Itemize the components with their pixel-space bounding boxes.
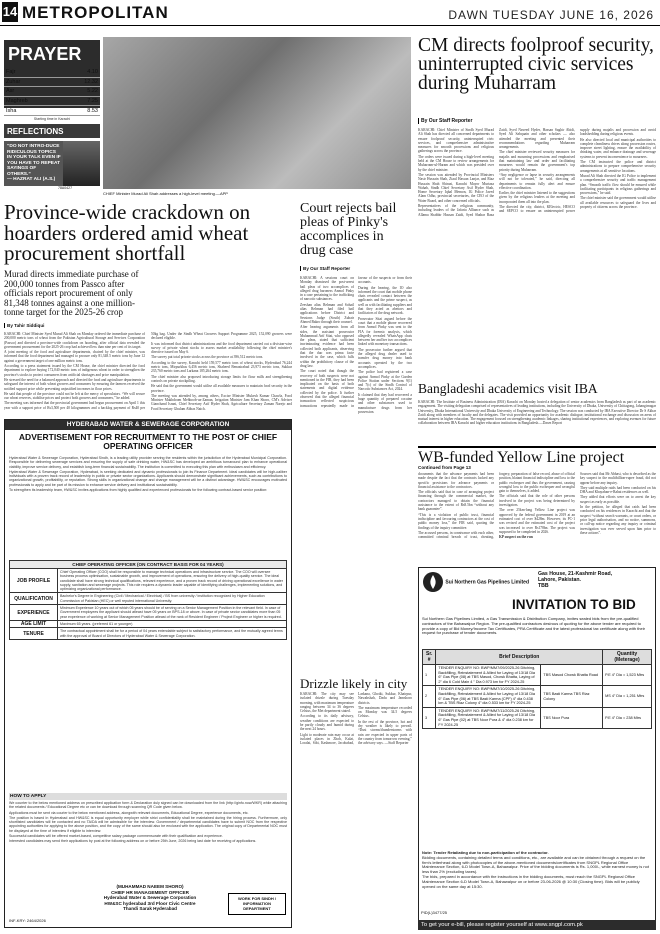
row-key: JOB PROFILE	[10, 569, 58, 593]
cm-headline: CM directs foolproof security, uninterrupted civic services during Muharram	[418, 35, 654, 94]
row-key: TENURE	[10, 628, 58, 640]
yellow-line-body	[418, 472, 656, 565]
cell: TBS Basti Karma TBS Riaz Colony	[541, 686, 603, 707]
prayer-table	[4, 68, 100, 121]
paragraph: Bidding documents, containing detailed terms and conditions, etc., are available and can be obtained through a request on the firm's letterhead along with photocopies of the above-mentioned documents/certificates from SNGPL Regional Office Maintenance Section, 6-D Model Town-A, Bahawalpur. Price of the bidding documents is Rs. 1,000/-, while earnest money is not less than 2% (excluding taxes).	[422, 854, 649, 875]
paragraph: Representatives of the religious community, including leaders of the Jafaria Alliance such as Allama Shabbir Hassan Zaidi, Syed Shabar Raza Zaidi, Syed Naveed Hyder, Hassan Saghir Abidi, Syed Ali Sabquain and other scholars — also attended the meeting and presented their recommendations regarding Muharram arrangements.	[418, 128, 575, 217]
paragraph: The orders were issued during a high-level meeting held at the CM House to review arrangements for Muharram-ul-Haram and which was presided over by the chief minister.	[418, 154, 494, 172]
row-value: Chief Operating Officer (COO) shall be responsible to manage technical operations and infrastructure service. The COO will oversee business process optimisation, sustainable growth, and improvement of operations, ensuring the delivery of high-quality service. The ideal candidate shall have strong technical qualifications, relevant experience, and a proven track record of driving operational excellence in water supply, sanitation and sewerage projects. This role requires a dynamic leader capable of identifying challenges, implementing solutions, and optimizing organizational performance.	[58, 569, 287, 593]
reflections-code: 78A0427	[58, 186, 73, 190]
ad-title: ADVERTISEMENT FOR RECRUITMENT TO THE POST OF CHIEF OPERATING OFFICER	[18, 432, 278, 451]
court-byline: By Our Staff Reporter	[300, 266, 350, 271]
continued-label: Continued from Page 13	[418, 465, 471, 470]
paragraph: The chief minister also proposed introducing storage limits for flour mills and strengthening controls on private stockpiling.	[151, 374, 292, 383]
paragraph: In the rest of the province, hot and dry weather is likely to prevail. “Dust storms/thunderstorms with rain are expected in upper parts of the country from tomorrow evening,” the advisory says. —Staff Reporter	[358, 719, 412, 746]
paragraph: After hearing arguments from all sides, the assistant prosecutor Muhammad Arif Sitai, who opposed the pleas, stated that sufficient incriminating evidence had been collected both applicants, observing that the duo was prima facie involved in the case, which falls within the prohibitory clause of the drug law.	[300, 325, 354, 368]
prayer-footnote: Starting time in Karachi	[33, 116, 71, 121]
paragraph: The session was attended by Provincial Ministers Nasir Hussain Shah, Ziaul Hassan Lanjar, and Riaz Hussain Shah Shirazi, Karachi Mayor Murtaza Wahab, Sindh Chief Secretary Asif Hyder Shah, Home Secretary Iqbal Memon, IG Police Javed Alam Odho, provincial secretaries, the CEO of the Water Board, and other concerned officials.	[418, 172, 494, 203]
prayer-name: Fajr	[6, 69, 16, 76]
yellow-line-headline: WB-funded Yellow Line project	[418, 446, 656, 467]
row-key: EXPERIENCE	[10, 605, 58, 621]
address-line: Lahore, Pakistan.	[538, 577, 581, 584]
row-key: AGE LIMIT	[10, 620, 58, 627]
sngpl-address	[538, 571, 652, 590]
table-row	[10, 569, 287, 593]
paragraph: The police had registered a case against Anmol Pinky at the Garden Police Station under Sections 9(1) and 7(c) of the Sindh Control of Narcotic Substances Act, 2024.	[358, 370, 412, 392]
court-body	[300, 276, 412, 671]
sign-line: Hyderabad Water & Sewerage Corporation	[103, 895, 197, 901]
paragraph: “This is a violation of public trust, financial indiscipline and favouring contractors at the cost of public money loss,” the FIR said, quoting the findings of the inquiry committee.	[418, 512, 494, 530]
cell: TENDER ENQUIRY NO: BWP/MM7/09/2025-26 Ditching, Backfilling, Reinstatement & Allied for Laying of 13/18 Dia 6” Gas Pipe (08) at TBS Masod, Chowk Bhatta, Laying of 2” dia 6 Cold Main 4 ” Dia 0.973 km for FY 2024-25	[436, 665, 541, 686]
cell: TBS Masod Chowk Bhatta Road	[541, 665, 603, 686]
cm-body	[418, 128, 656, 376]
ad-code: INF-KRY: 2464/2026	[9, 918, 46, 923]
how-to-apply-title: HOW TO APPLY	[9, 793, 287, 800]
cell: P.E 4” Dia = 1,523 Mtrs	[603, 665, 652, 686]
prayer-name: Zuhar	[6, 78, 21, 85]
cell: MS 4” Dia = 1,251 Mtrs	[603, 686, 652, 707]
reflections-source: — HAZRAT ALI (A.S.)	[7, 177, 56, 182]
paragraph: The chief minister reviewed security measures for majalis and mourning processions and emphasised that maintaining law and order and facilitating mourners would remain the government's top priority during Muharram.	[499, 150, 575, 172]
paragraph: The officials said that in case of arranging project financing through the commercial market, the contractors managed to obtain the financial assistance to the extent of Rs8.5bn “without any bank guarantee”.	[418, 490, 494, 512]
address-line: TBB	[538, 583, 549, 590]
bullet: Successful candidates will be offered market-based, competitive salary package commensurate with their qualification and experience.	[9, 834, 223, 839]
sngpl-name: Sui Northern Gas Pipelines Limited	[445, 579, 530, 586]
drizzle-body	[300, 692, 412, 887]
meeting-photo	[103, 37, 411, 189]
paragraph: It was informed that district administrations and the food department carried out a division-wise survey of private wheat stocks to assess market availability following the chief minister's directive issued on May 6.	[151, 341, 292, 355]
paragraph: The survey put total private stocks across the province at 396,512 metric tons.	[151, 355, 264, 360]
sindh-info-logo: WORK FOR SINDH / INFORMATION DEPARTMENT	[228, 893, 286, 915]
cell: TENDER ENQUIRY NO: BWP/MM7/10/2025-26 Ditching, Backfilling, Reinstatement & Allied for Laying of 13/18 Dia 6” Gas Pipe (06) at TBS Basti Karma (CPF) 4” dia 0.438 km & TBS Riaz Colony 4” dia 0.533 km for FY 2024-25	[436, 686, 541, 707]
col-header: Quantity (Meterage)	[603, 650, 652, 665]
cell: 3	[423, 707, 436, 728]
paragraph: According to the survey, Karachi held 159,577 metric tons of wheat stocks, Hyderabad 76,244 metric tons, Mirpurkhas 6,456 metric tons, Shaheed Benazirabad 23,973 metric tons, Sukkur 235,760 metric tons and Larkana 185,264 metric tons.	[151, 360, 292, 374]
table-row	[10, 605, 287, 621]
tender-intro: Sui Northern Gas Pipelines Limited, a Gas Transmission & Distribution Company, invites sealed bids from the pre-qualified contractors of the Bahawalpur Region. The pre-qualified contractors desirous of quoting for the above tender are required to provide a copy of Bid Money/Income Tax Certificates, PRA Certificate and the latest professional tax certificate along with their request for purchase of tender documents.	[422, 616, 645, 636]
prayer-time: 5.22	[87, 88, 98, 95]
table-row	[10, 628, 287, 640]
col-header: Sr. #	[423, 650, 436, 665]
how-to-apply-body	[9, 801, 287, 881]
iba-headline: Bangladeshi academics visit IBA	[418, 381, 598, 396]
crackdown-byline: By Tahir Siddiqui	[4, 323, 44, 328]
paragraph: KARACHI: A sessions court on Monday dismissed the post-arrest bail pleas of two accomplices of alleged drug baroness Anmol Pinky in a case pertaining to the trafficking of narcotic substances.	[300, 276, 354, 302]
paragraph: The CM instructed the police and district administrations to prepare comprehensive security arrangements at all sensitive locations.	[580, 160, 656, 173]
section-title: METROPOLITAN	[22, 3, 169, 22]
bullet: Interested candidates may send their applications by post at the following address on or before 25th June, 2026 being last date for receiving of applications.	[9, 839, 257, 844]
row-value: Bachelor's Degree in Engineering (Civil / Mechanical / Electrical) / BS from university / institution recognized by Higher Education Commission of Pakistan (HEC) or well reputed international University.	[58, 593, 287, 605]
paragraph: The directed the city, district, KElectric, HESCO and SEPCO to ensure an uninterrupted power supply during majalis and procession and avoid loadshedding during religious events.	[499, 128, 656, 214]
flame-icon	[422, 571, 444, 593]
photo-caption: CHIEF Minister Murad Ali Shah addresses a high-level meeting.—APP	[103, 191, 228, 196]
paragraph: They added that efforts were on to arrest the key suspect as early as possible.	[580, 495, 656, 504]
paragraph: A joint meeting of the food and agriculture departments, chaired by the chief minister, was informed that the food department had managed to procure only 81,348.5 metric tons by June 12 against a government target of one million metric tons.	[4, 350, 145, 363]
reflections-quote-box	[4, 141, 64, 186]
sngpl-logo	[422, 571, 534, 595]
reflections-quote: “DO NOT INTRO-DUCE RIDICULOUS TOPICS IN YOUR TALK EVEN IF YOU HAVE TO REPEAT SAYINGS OF OTHERS.”	[7, 144, 61, 177]
paragraph: The over 25km-long Yellow Line project was approved by the federal government in 2019 at an estimated cost of over $428m. However, its PC-1 was revised and the estimated cost of the project was increased to over Rs178bn. The project was supposed to be completed in 2026.	[499, 508, 575, 534]
paragraph: Hyderabad Water & Sewerage Corporation, Hyderabad Sindh, is a leading utility provider serving the residents within the jurisdiction of the Hyderabad Municipal Corporation. Responsible for delivering sewerage services and ensuring the supply of safe drinking water, HW&SC has developed an ambitious turnaround plan to enhance operational viability, improve service delivery, and establish long-term financial sustainability. The institution is committed to executing this plan with enthusiasm and efficiency.	[9, 456, 287, 469]
table-row	[423, 665, 652, 686]
cell: TBS Noor Pura	[541, 707, 603, 728]
prayer-row	[4, 87, 100, 97]
prayer-row	[4, 68, 100, 78]
job-table-header: CHIEF OPERATING OFFICER (ON CONTRACT BASIS FOR 04 YEARS)	[10, 561, 287, 569]
bullet: The position is based in Hyderabad and HW&SC is equal opportunity employer while strict confidentiality shall be maintained during the hiring process. Furthermore, only shortlisted candidates will be contacted and no TA/DA will be admissible for the interview. Government / departmental candidates have to submit NOC from the respective appointing authorities for applying to the above position, and the copy of the same should also be enclosed with the application. The original copy of Departmental NOC must be displayed at the time of interview if eligible to interview.	[9, 815, 287, 833]
cm-byline: By Our Staff Reporter	[418, 118, 472, 124]
ebill-footer: To get your e-bill, please register yourself at www.sngpl.com.pk	[418, 920, 656, 930]
prayer-name: Isha	[6, 107, 17, 114]
cell: TENDER ENQUIRY NO: BWP/MM7/11/2025-26 Ditching, Backfilling, Reinstatement & Allied for Laying of 13/18 Dia 6” Gas Pipe (02) at TBS Noor Pura & 4” dia 0.238 km for FY 2024-25	[436, 707, 541, 728]
sign-line: (MUHAMMAD NAEEM SHORO)	[116, 884, 184, 889]
prayer-row	[4, 106, 100, 116]
sign-line: CHIEF HR MANAGEMENT OFFICER	[111, 889, 189, 895]
paragraph: The prosecutor further argued that the alleged drug dealer used to transfer drug money into bank accounts operated by the two accomplices.	[358, 347, 412, 369]
paragraph: The maximum temperature recorded on Monday was 34.5 degrees Celsius.	[358, 705, 412, 719]
crackdown-body	[4, 332, 292, 414]
table-row	[423, 686, 652, 707]
prayer-name: Maghreb	[6, 98, 28, 105]
ad-intro	[9, 456, 287, 556]
paragraph: He said that the government would utilise all available measures to maintain food security in the province.	[151, 384, 292, 393]
prayer-time: 8.53	[87, 107, 98, 114]
crackdown-headline: Province-wide crackdown on hoarders ordered amid wheat procurement shortfall	[4, 200, 251, 265]
paragraph: KARACHI: Chief Minister of Sindh Syed Murad Ali Shah has directed all concerned departments to ensure foolproof security, uninterrupted civic services, and comprehensive administrative measures for smooth processions and religious gatherings across the province.	[418, 128, 494, 154]
paragraph: Prosecutor Sitai argued before the court that a mobile phone recovered from Anmol Pinky was sent to the FIA for forensic analysis, which allegedly revealed WhatsApp chats between her and her two accomplices linked with monetary transactions.	[358, 316, 412, 347]
col-header: Brief Description	[436, 650, 603, 665]
sign-line: HW&SC hyderabad 3rd Floor Civic Centre	[104, 900, 196, 906]
paragraph: He stressed the need for a balanced approach and directed the food and agriculture departments to safeguard the interest of both wheat growers and consumers by ensuring the farmers received the notified support price while preventing unjustified increases in flour prices.	[4, 377, 145, 391]
paragraph: According to a press statement issued by the CM House, the chief minister directed the food department to explore buying 172,040 metric tons of indigenous wheat in order to strengthen the province's stocks to protect consumers from artificial shortages and price manipulation.	[4, 364, 145, 377]
sign-line: Thandi Sarak Hyderabad	[123, 906, 177, 912]
paragraph: The accused persons, in connivance with each other, committed criminal breach of trust, cheating, forgery, preparation of false record, abuse of official position, blatant financial indiscipline and loss to the public exchequer and thus the government, causing wrongful loss to the public exchequer and wrongful gain to themselves, it added.	[418, 472, 575, 540]
paragraph: Sources said that Mr Abbasi, who is described as the key suspect in the multibillion-rupee fraud, did not appear before any inquiry.	[580, 472, 656, 485]
tender-note: Note: Tender Retaliating due to non-participation of the contractor.	[422, 850, 549, 855]
bullet: We counter to the below mentioned address on prescribed application form & Declaration duly signed can be downloaded from the link (http://ginfo.now/WKR) while attaching the related documents / Educational Degree etc or can be download through scanning QR Code given below.	[9, 801, 287, 810]
row-value: Minimum Experience 10 years out of which 05 years should be of serving on a Senior Management Position in the relevant field. In case of Government employees the applicant should atleast have 05 years on BPS-18 or above. In case of private sector candidates more than 05 year experience of working at Senior Management Position atleast of the rank of Resident Engineer / Project Engineer or higher is required.	[58, 605, 287, 621]
paragraph: The meeting was attended by, among others, Excise Minister Mukesh Kumar Chawla, Food Minister Makhdoom Mehboob-uz-Zaman, Irrigation Minister Jam Khan Shoro, CM's Adviser Gianchand Israni, Chief Secretary Asif Hyder Shah, Agriculture Secretary Zaman Narejo and Food Secretary Ghulam Abbas Naich.	[151, 393, 292, 411]
paragraph: They said multiple raids had been conducted on his DHA and Khayaban-e-Rahat residences as well.	[580, 485, 656, 495]
page-number: 14	[2, 2, 18, 22]
paragraph: “Any negligence or lapse in security arrangements will not be tolerated,” he said, directing all departments to remain fully alert and ensure effective coordination.	[499, 172, 575, 190]
crackdown-subhead: Murad directs immediate purchase of 200,000 tonnes from Passco after officials report procurement of only 81,348 tonnes against a one million-tonne target for the 2025-26 crop	[4, 269, 139, 317]
paragraph: The bids, prepared in accordance with the instructions in the bidding documents, must reach the SNGPL Regional Office Maintenance Section 6-D Model Town-A, Bahawalpur on or before 23-06-2026 @ 10:30 (Closing time). Bids will be publicly opened on the same day at 15:30.	[422, 873, 640, 889]
pid-code: PID(L)3477/25	[421, 910, 448, 915]
paragraph: KARACHI: Chief Minister Syed Murad Ali Shah on Monday ordered the immediate purchase of 200,000 metric tons of wheat from the Pakistan Agricultural Storage and Services Corporation (Passco) and directed a province-wide crackdown on hoarding, after official data revealed the government procurement for the 2025-26 crop had achieved less than nine per cent of its target.	[4, 332, 145, 349]
table-row	[10, 593, 287, 605]
table-row	[423, 707, 652, 728]
paragraph: In the petition, he alleged that raids had been conducted on his residences in Karachi and that the suspect “without search warrants, or court orders, or prior legal authorisation, and no notice, summons, or call-up notice regarding any inquiry or criminal investigation was ever served upon him prior to these actions”.	[580, 505, 656, 535]
signature-block	[90, 884, 210, 912]
subheading: KP suspect on the run	[499, 535, 533, 540]
paragraph: The court noted that though the recovery of both suspects were not mentioned in the FIR, they had been implicated on the basis of both statements and digital evidence collected by the police. It further observed that the alleged financial transaction reflected suspicious transactions repeatedly made in favour of the suspects or from their accounts.	[300, 276, 412, 408]
paragraph: Earlier, the chief minister listened to the suggestions given by the religious leaders at the meeting and incorporated them all into the plan.	[499, 191, 575, 204]
dateline: DAWN TUESDAY JUNE 16, 2026	[448, 8, 654, 22]
paragraph: Zeeshan alias Rehman and Sohail alias Rehman had filed bail applications before District and Sessions Judge (South) Zubair Ahmed Bakro through their counsel.	[300, 302, 354, 324]
prayer-title: PRAYER	[8, 44, 82, 64]
reflections-image	[63, 141, 100, 186]
row-value: Maximum 65 years. (preferred 61 or younger)	[58, 620, 287, 627]
paragraph: The officials said that the role of other persons involved in the project was being determined by investigators.	[499, 494, 575, 508]
paragraph: Murad Ali Shah directed the IG Police to implement a comprehensive security and traffic management plan. “Smooth traffic flow should be ensured while facilitating participants in religious gatherings and processions,” he said.	[580, 173, 656, 196]
row-key: QUALIFICATION	[10, 593, 58, 605]
paragraph: According to its daily advisory, weather conditions are expected to be partly cloudy and humid during the next 24 hours.	[300, 714, 354, 732]
paragraph: The chief minister said the government would utilise all available resources to safeguard the lives and property of citizens across the province.	[580, 196, 656, 210]
bullet: Applications must be sent via courier to the below mentioned address, alongwith relevant documents, Educational Degree, experience documents, etc.	[9, 810, 249, 815]
prayer-time: 12.32	[84, 78, 98, 85]
iba-body: KARACHI: The Institute of Business Administration (IBA) Karachi on Monday hosted a delegation of senior academics from Bangladesh as part of an academic engagement. The visiting delegation comprised of representatives of leading institutions, including the University of Dhaka, University of Chittagong, Jahangirnagar University, Dhaka International University and Dhaka University of Engineering and Technology. The session was conducted by IBA Executive Director Dr S Akbar Zaidi along with members of faculty and the delegates. The visit provided an opportunity for academic dialogue, institutional exchange and discussion on areas of mutual interest in higher education. The engagement focused on strengthening academic linkages, sharing institutional experiences, and exploring avenues for future collaboration between IBA Karachi and higher education institutions in Bangladesh.—Dawn Report	[418, 400, 656, 426]
ad-org-bar: HYDERABAD WATER & SEWERAGE CORPORATION	[5, 420, 291, 430]
prayer-row	[4, 78, 100, 88]
address-line: Gas House, 21-Kashmir Road,	[538, 571, 613, 577]
invitation-title: INVITATION TO BID	[512, 597, 636, 612]
prayer-time: 4.10	[87, 69, 98, 76]
paragraph: During the hearing, the IO also informed the court that mobile phone chats revealed contact between the applicants and the prime suspect, as well as with facilitating suppliers and that they acted as abettors and facilitators of the drug network.	[358, 285, 412, 316]
paragraph: KARACHI: The city may see isolated drizzle during Tuesday morning, with maximum temperature ranging between 34 to 36 degrees Celsius, the Met department stated.	[300, 692, 354, 714]
cell: 1	[423, 665, 436, 686]
paragraph: documents that the advance payments had been made despite the fact that the contracts lacked any specific provisions for advance payments or financial assistance to the contractors.	[418, 472, 494, 489]
reflections-title: REFLECTIONS	[4, 124, 100, 138]
tender-table	[422, 649, 652, 729]
prayer-row	[4, 97, 100, 107]
prayer-time: 7.25	[87, 98, 98, 105]
paragraph: To strengthen its leadership team, HW&SC invites applications from highly qualified and experienced professionals for the following contract-based senior position:	[9, 488, 268, 493]
job-table	[9, 560, 287, 640]
cell: P.E 4” Dia = 238 Mtrs	[603, 707, 652, 728]
paragraph: The meeting was informed that the provincial government had begun procurement on April 1 this year with a support price of Rs3,500 per 40 kilogrammes and a backlog payment of Rs40 per 50kg bag. Under the Sindh Wheat Growers Support Programme 2025, 152,090 growers were declared eligible.	[4, 332, 292, 410]
tender-notes	[422, 851, 652, 889]
paragraph: He said that people of the province could not be left at the mercy of speculators. “We will secure our wheat reserves, stabilise prices and protect both growers and consumers,” he added.	[4, 391, 145, 401]
cell: 2	[423, 686, 436, 707]
prayer-name: Asr	[6, 88, 15, 95]
paragraph: Light to moderate rain may occur at isolated places in Zhob, Kalat, Loralai, Sibi, Kashmore, Jacobabad, Larkana, Ghotki, Sukkur, Khairpur, Nawabshah, Dadu and Jamshoro districts.	[300, 692, 412, 746]
paragraph: He also directed local and municipal authorities to complete cleanliness drives along procession routes, improve street lighting, ensure the availability of drinking water, and enhance drainage and sewerage systems to prevent inconvenience to mourners.	[580, 137, 656, 159]
paragraph: Hyderabad Water & Sewerage Corporation, Hyderabad, is seeking dedicated and dynamic professionals to join its Finance Department. Ideal candidates will be high-caliber individuals with a proven track record of leadership in public or private sector organizations. Applicants should demonstrate significant achievements, such as contributions to organizational growth, profitability, or reputation. Strong skills in organizational change and change management will be a distinct advantage. HW&SC encourages motivated professionals to apply and be part of its mission to enhance service delivery and institutional sustainability.	[9, 469, 287, 487]
row-value: The contractual appointment shall be for a period of 04 years extendable subject to satisfactory performance, and the mutually agreed terms with the approval of Board of Directors of Hyderabad Water & Sewerage Corporation.	[58, 628, 287, 640]
table-row	[10, 620, 287, 627]
court-headline: Court rejects bail pleas of Pinky's accomplices in drug case	[300, 201, 397, 258]
drizzle-headline: Drizzle likely in city	[300, 676, 408, 691]
paragraph: It claimed that they had recovered a huge quantity of prepared cocaine and other substances used to manufacture drugs from her possession.	[358, 392, 412, 414]
